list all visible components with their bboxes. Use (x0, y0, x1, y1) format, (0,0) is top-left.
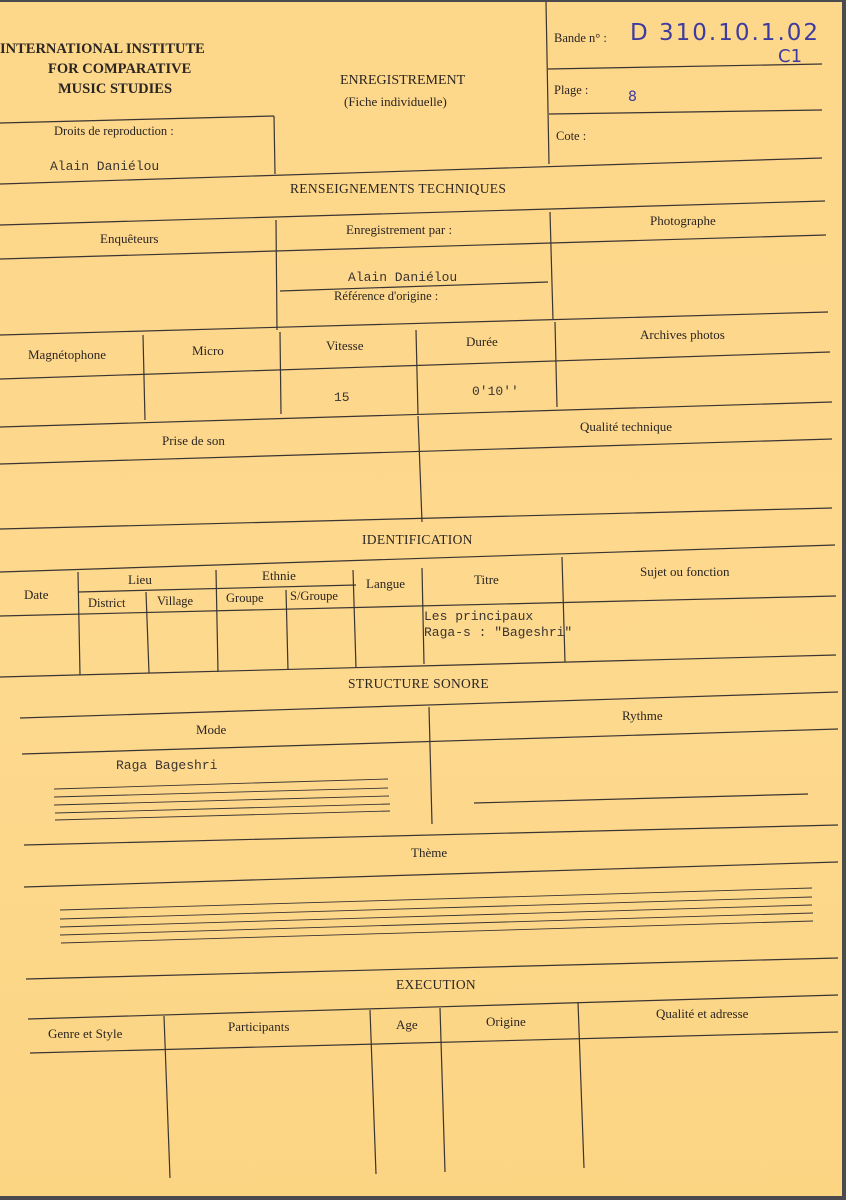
participants-label: Participants (228, 1019, 290, 1034)
duree-value: 0'10'' (472, 384, 519, 399)
titre-label: Titre (474, 572, 499, 587)
archives-label: Archives photos (640, 327, 725, 342)
plage-label: Plage : (554, 83, 589, 97)
mode-value: Raga Bageshri (116, 758, 218, 773)
enregistrement-label: Enregistrement par : (346, 222, 453, 237)
enqueteurs-label: Enquêteurs (100, 231, 159, 246)
vitesse-value: 15 (334, 390, 350, 405)
reference-label: Référence d'origine : (334, 289, 439, 303)
prise-de-son-label: Prise de son (162, 433, 225, 448)
micro-label: Micro (192, 343, 224, 358)
age-label: Age (396, 1017, 418, 1032)
identification-section-title: IDENTIFICATION (362, 532, 473, 547)
institute-line-2: FOR COMPARATIVE (48, 61, 192, 77)
qualite-adresse-label: Qualité et adresse (656, 1006, 749, 1021)
execution-section-title: EXECUTION (396, 977, 476, 992)
date-label: Date (24, 587, 49, 602)
vitesse-label: Vitesse (326, 338, 364, 353)
structure-section-title: STRUCTURE SONORE (348, 676, 489, 691)
bande-value: D 310.10.1.02 (630, 20, 821, 46)
bande-extra: C1 (778, 46, 803, 67)
groupe-label: Groupe (226, 591, 264, 605)
district-label: District (88, 596, 126, 610)
langue-label: Langue (366, 576, 405, 591)
plage-value: 8 (628, 89, 637, 105)
institute-line-1: INTERNATIONAL INSTITUTE (0, 41, 205, 57)
mode-label: Mode (196, 722, 227, 737)
form-subtitle: (Fiche individuelle) (344, 94, 447, 109)
technique-section-title: RENSEIGNEMENTS TECHNIQUES (290, 181, 507, 196)
theme-label: Thème (411, 845, 448, 860)
magnetophone-label: Magnétophone (28, 347, 106, 362)
origine-label: Origine (486, 1014, 526, 1029)
genre-style-label: Genre et Style (48, 1026, 123, 1041)
form-title: ENREGISTREMENT (340, 73, 466, 88)
sujet-label: Sujet ou fonction (640, 564, 730, 579)
sgroupe-label: S/Groupe (290, 589, 338, 603)
rythme-label: Rythme (622, 708, 663, 723)
village-label: Village (157, 594, 194, 608)
enregistrement-value: Alain Daniélou (348, 270, 458, 285)
photographe-label: Photographe (650, 213, 716, 228)
duree-label: Durée (466, 334, 498, 349)
cote-label: Cote : (556, 129, 587, 143)
droits-label: Droits de reproduction : (54, 124, 174, 138)
titre-line-2: Raga-s : "Bageshri" (424, 625, 573, 640)
record-card (0, 2, 842, 1196)
qualite-technique-label: Qualité technique (580, 419, 673, 434)
institute-line-3: MUSIC STUDIES (58, 81, 173, 97)
lieu-label: Lieu (128, 572, 152, 587)
bande-label: Bande n° : (554, 31, 607, 45)
droits-value: Alain Daniélou (50, 159, 160, 174)
titre-line-1: Les principaux (424, 609, 534, 624)
ethnie-label: Ethnie (262, 568, 296, 583)
